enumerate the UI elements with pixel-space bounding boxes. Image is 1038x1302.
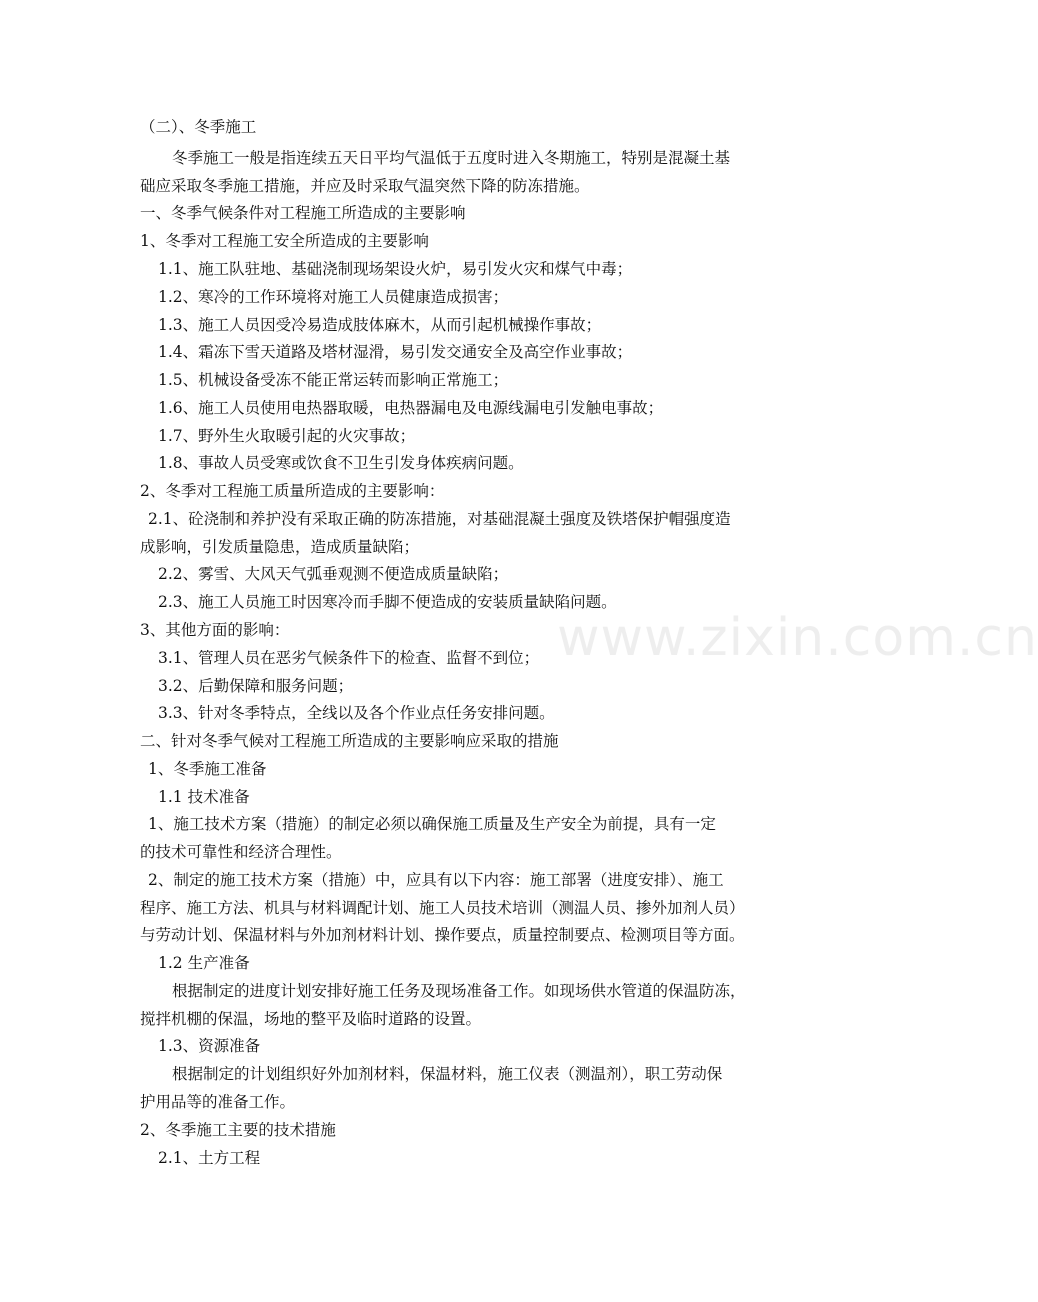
list-item-continued: 成影响，引发质量隐患，造成质量缺陷； — [140, 538, 420, 556]
list-item: 2.2、雾雪、大风天气弧垂观测不便造成质量缺陷； — [158, 565, 509, 583]
list-item: 1.6、施工人员使用电热器取暖，电热器漏电及电源线漏电引发触电事故； — [158, 399, 664, 417]
heading-level3: 2.1、土方工程 — [158, 1149, 261, 1167]
paragraph-line: 根据制定的进度计划安排好施工任务及现场准备工作。如现场供水管道的保温防冻， — [172, 982, 746, 1000]
paragraph-line: 护用品等的准备工作。 — [140, 1093, 296, 1111]
list-item: 1、施工技术方案（措施）的制定必须以确保施工质量及生产安全为前提，具有一定 — [148, 815, 716, 833]
section-heading: （二）、冬季施工 — [140, 118, 257, 136]
heading-level3: 1.1 技术准备 — [158, 788, 250, 806]
list-item: 1.7、野外生火取暖引起的火灾事故； — [158, 427, 416, 445]
heading-level1: 二、针对冬季气候对工程施工所造成的主要影响应采取的措施 — [140, 732, 559, 750]
heading-level1: 一、冬季气候条件对工程施工所造成的主要影响 — [140, 204, 466, 222]
list-item: 3.1、管理人员在恶劣气候条件下的检查、监督不到位； — [158, 649, 540, 667]
heading-level2: 2、冬季对工程施工质量所造成的主要影响： — [140, 482, 445, 500]
list-item: 3.2、后勤保障和服务问题； — [158, 677, 354, 695]
heading-level2: 2、冬季施工主要的技术措施 — [140, 1121, 336, 1139]
list-item: 1.1、施工队驻地、基础浇制现场架设火炉，易引发火灾和煤气中毒； — [158, 260, 633, 278]
heading-level3: 1.3、资源准备 — [158, 1037, 261, 1055]
list-item-continued: 的技术可靠性和经济合理性。 — [140, 843, 342, 861]
list-item: 2.3、施工人员施工时因寒冷而手脚不便造成的安装质量缺陷问题。 — [158, 593, 617, 611]
list-item-continued: 程序、施工方法、机具与材料调配计划、施工人员技术培训（测温人员、掺外加剂人员） — [140, 899, 745, 917]
paragraph-line: 搅拌机棚的保温，场地的整平及临时道路的设置。 — [140, 1010, 482, 1028]
list-item: 1.8、事故人员受寒或饮食不卫生引发身体疾病问题。 — [158, 454, 524, 472]
list-item: 1.3、施工人员因受冷易造成肢体麻木，从而引起机械操作事故； — [158, 316, 602, 334]
heading-level2: 1、冬季施工准备 — [148, 760, 267, 778]
heading-level3: 1.2 生产准备 — [158, 954, 250, 972]
paragraph-line: 冬季施工一般是指连续五天日平均气温低于五度时进入冬期施工，特别是混凝土基 — [172, 149, 731, 167]
list-item: 1.5、机械设备受冻不能正常运转而影响正常施工； — [158, 371, 509, 389]
list-item-continued: 与劳动计划、保温材料与外加剂材料计划、操作要点，质量控制要点、检测项目等方面。 — [140, 926, 745, 944]
paragraph-line: 础应采取冬季施工措施，并应及时采取气温突然下降的防冻措施。 — [140, 177, 590, 195]
list-item: 2.1、砼浇制和养护没有采取正确的防冻措施，对基础混凝土强度及铁塔保护帽强度造 — [148, 510, 731, 528]
list-item: 1.4、霜冻下雪天道路及塔材湿滑，易引发交通安全及高空作业事故； — [158, 343, 633, 361]
watermark: www.zixin.com.cn — [557, 608, 1038, 668]
heading-level2: 3、其他方面的影响： — [140, 621, 290, 639]
list-item: 3.3、针对冬季特点，全线以及各个作业点任务安排问题。 — [158, 704, 555, 722]
list-item: 2、制定的施工技术方案（措施）中，应具有以下内容：施工部署（进度安排）、施工 — [148, 871, 724, 889]
paragraph-line: 根据制定的计划组织好外加剂材料，保温材料，施工仪表（测温剂），职工劳动保 — [172, 1065, 723, 1083]
list-item: 1.2、寒冷的工作环境将对施工人员健康造成损害； — [158, 288, 509, 306]
heading-level2: 1、冬季对工程施工安全所造成的主要影响 — [140, 232, 429, 250]
